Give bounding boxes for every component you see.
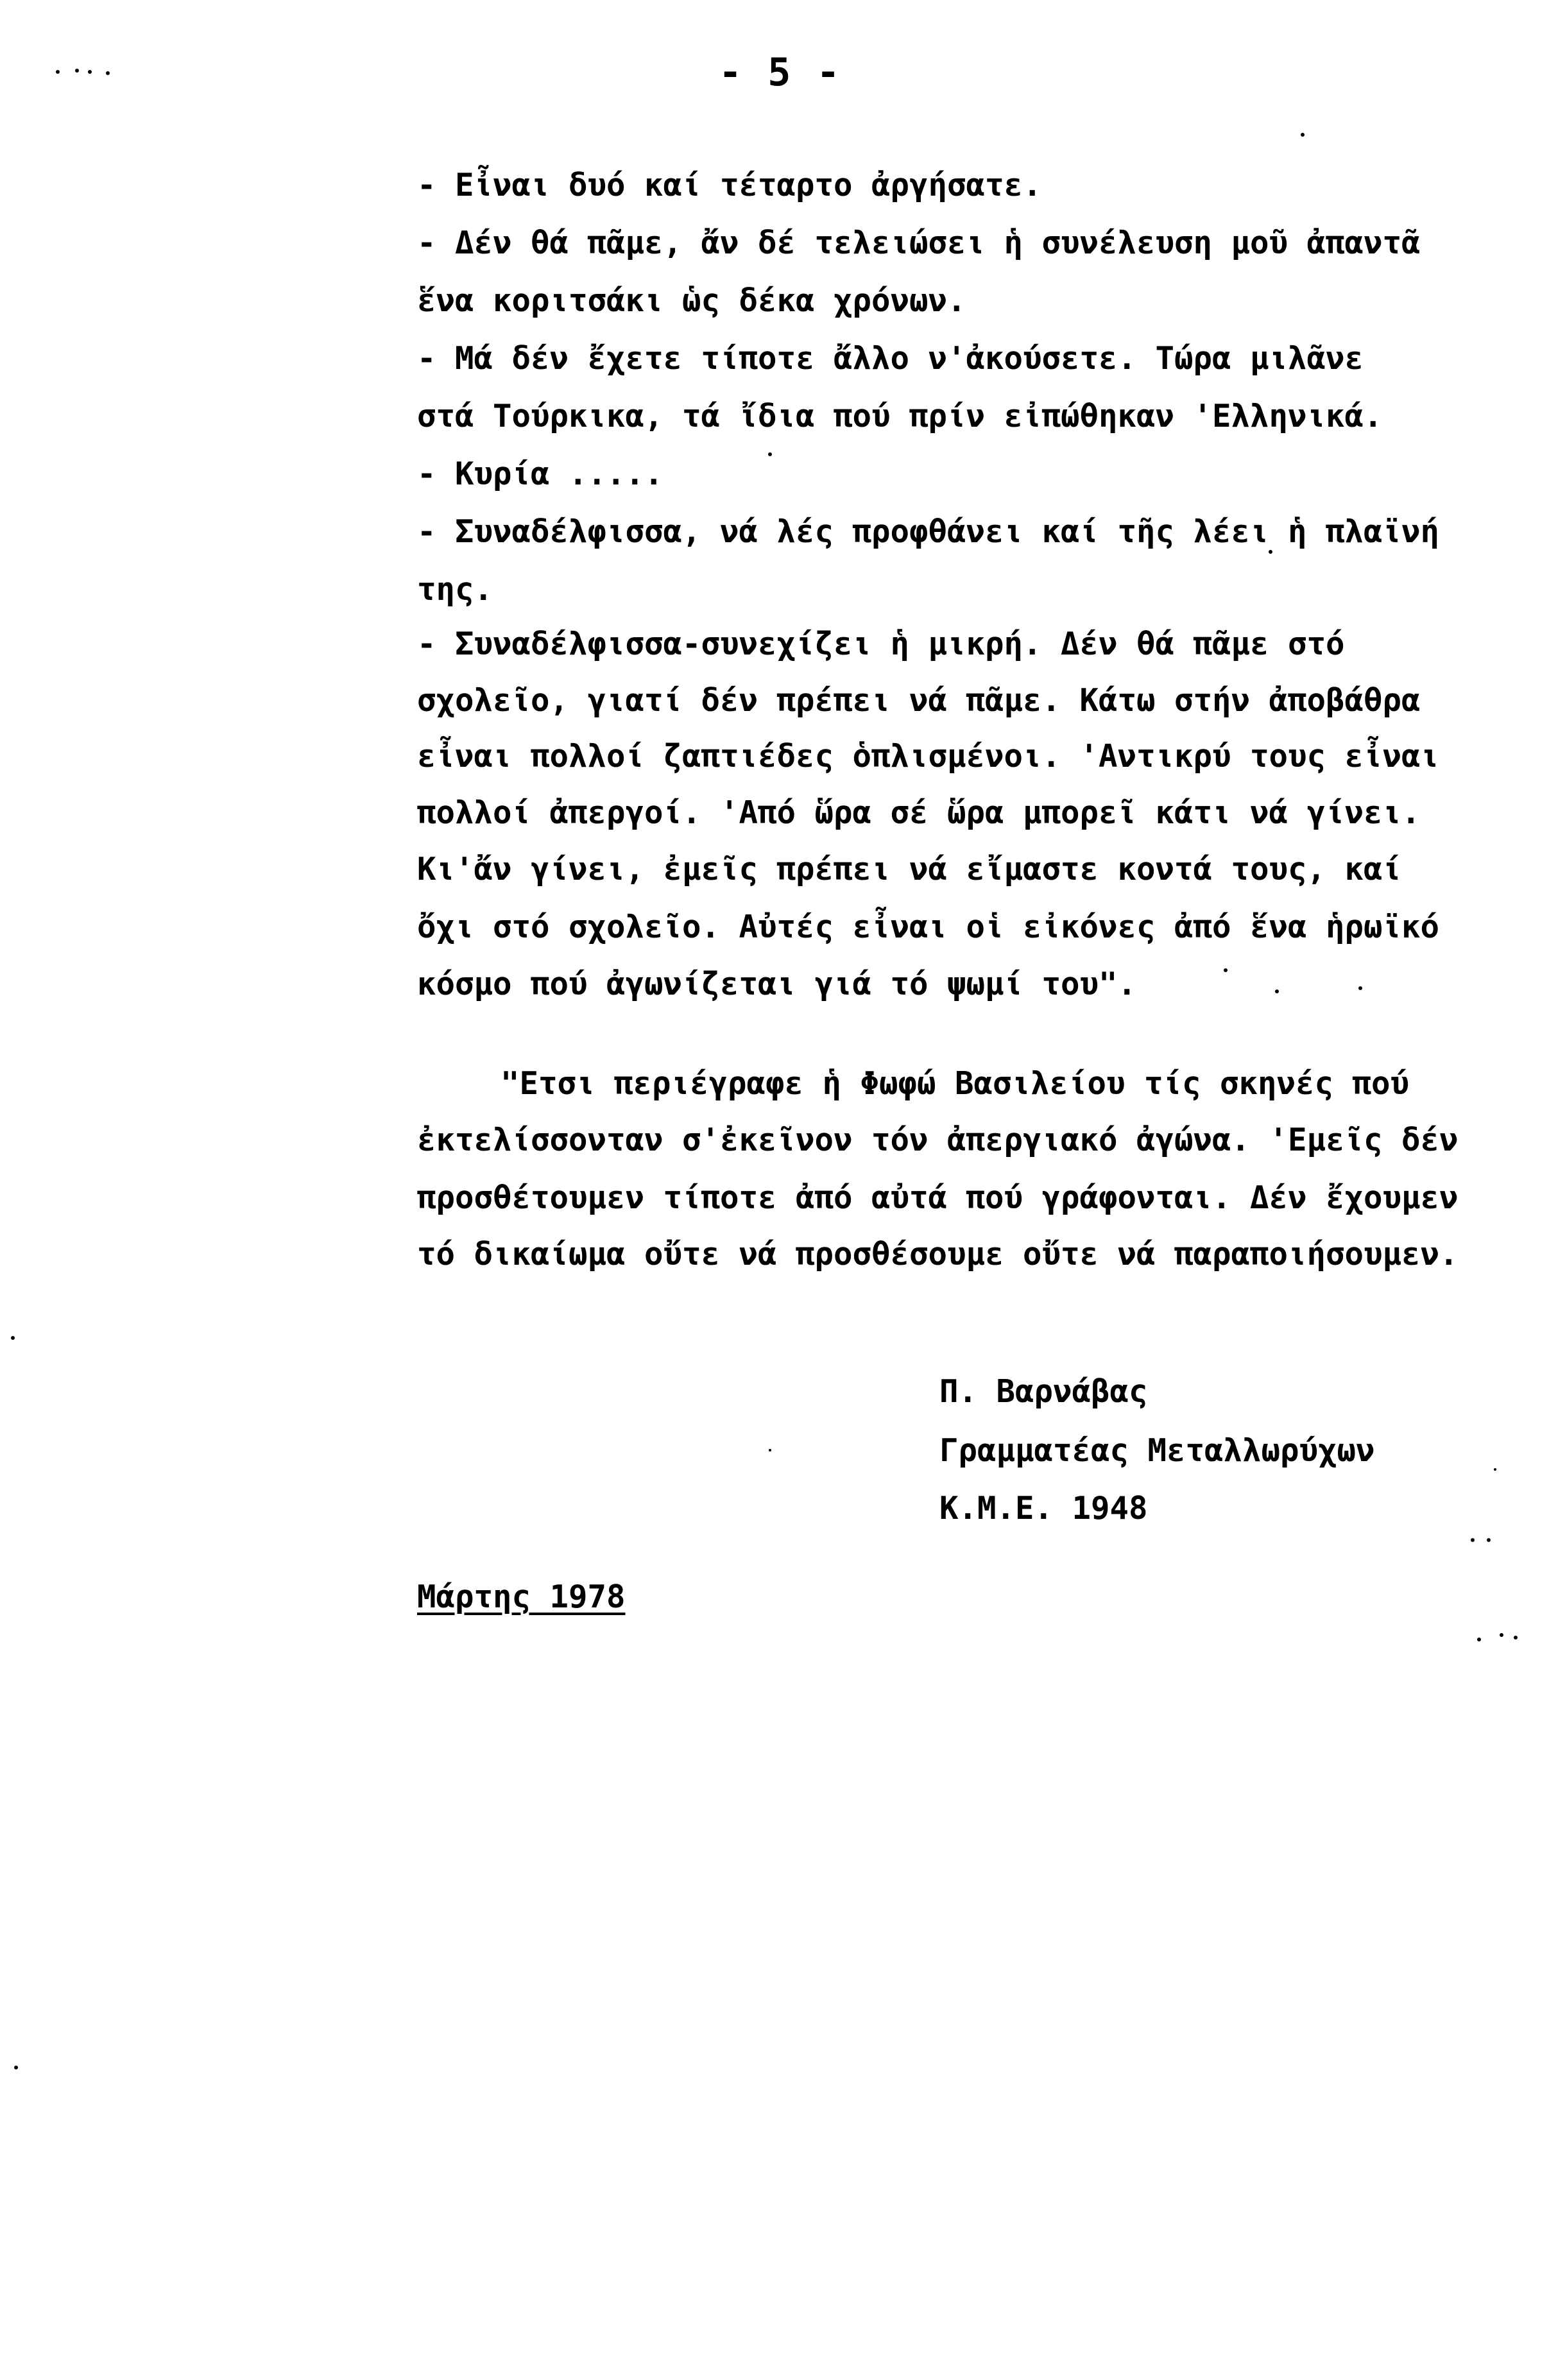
closing-line: ἐκτελίσσονταν σ'ἐκεῖνον τόν ἀπεργιακό ἀγώνα. 'Εμεῖς δέν — [417, 1122, 1459, 1158]
signature-title: Γραμματέας Μεταλλωρύχων — [939, 1432, 1375, 1469]
closing-line: προσθέτουμεν τίποτε ἀπό αὐτά πού γράφονται. Δέν ἔχουμεν — [417, 1179, 1459, 1216]
body-line: - Μά δέν ἔχετε τίποτε ἄλλο ν'ἀκούσετε. Τώρα μιλᾶνε — [417, 340, 1364, 377]
page-number: - 5 - — [719, 50, 841, 95]
signature-name: Π. Βαρνάβας — [939, 1373, 1148, 1410]
closing-line: "Ετσι περιέγραφε ἡ Φωφώ Βασιλείου τίς σκηνές πού — [501, 1065, 1410, 1102]
closing-line: τό δικαίωμα οὔτε νά προσθέσουμε οὔτε νά παραποιήσουμεν. — [417, 1236, 1459, 1272]
body-line: - Εἶναι δυό καί τέταρτο ἀργήσατε. — [417, 167, 1042, 203]
body-line: της. — [417, 571, 493, 608]
body-line: πολλοί ἀπεργοί. 'Από ὥρα σέ ὥρα μπορεῖ κάτι νά γίνει. — [417, 794, 1421, 831]
body-line: εἶναι πολλοί ζαπτιέδες ὁπλισμένοι. 'Αντικρύ τους εἶναι — [417, 738, 1440, 775]
signature-org: Κ.Μ.Ε. 1948 — [939, 1490, 1148, 1527]
body-line: - Δέν θά πᾶμε, ἄν δέ τελειώσει ἡ συνέλευση μοῦ ἀπαντᾶ — [417, 225, 1421, 261]
body-line: σχολεῖο, γιατί δέν πρέπει νά πᾶμε. Κάτω στήν ἀποβάθρα — [417, 682, 1421, 719]
body-line: - Κυρία ..... — [417, 456, 663, 492]
body-line: κόσμο πού ἀγωνίζεται γιά τό ψωμί του". — [417, 966, 1137, 1002]
body-line: - Συναδέλφισσα, νά λές προφθάνει καί τῆς λέει ἡ πλαϊνή — [417, 513, 1440, 550]
body-line: Κι'ἄν γίνει, ἐμεῖς πρέπει νά εἴμαστε κοντά τους, καί — [417, 851, 1402, 887]
body-line: ὄχι στό σχολεῖο. Αὐτές εἶναι οἱ εἰκόνες ἀπό ἕνα ἡρωϊκό — [417, 909, 1440, 945]
document-date: Μάρτης 1978 — [417, 1579, 626, 1615]
body-line: ἕνα κοριτσάκι ὡς δέκα χρόνων. — [417, 282, 966, 319]
body-line: - Συναδέλφισσα-συνεχίζει ἡ μικρή. Δέν θά πᾶμε στό — [417, 626, 1345, 662]
body-line: στά Τούρκικα, τά ἴδια πού πρίν εἰπώθηκαν 'Ελληνικά. — [417, 398, 1383, 434]
